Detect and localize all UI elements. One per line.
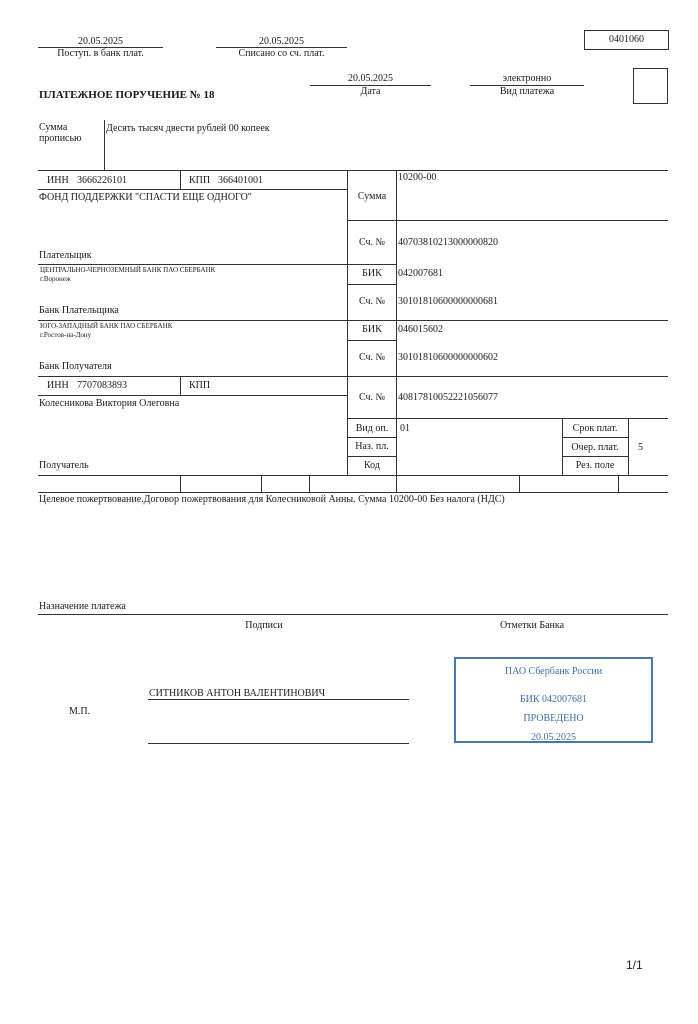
- signature-line-1: [148, 699, 409, 700]
- amount-words-label-2: прописью: [39, 133, 82, 144]
- sum-value: 10200-00: [398, 172, 437, 183]
- stamp-date: 20.05.2025: [531, 732, 576, 743]
- grid-v-payee-inn-kpp: [180, 376, 181, 395]
- amount-words-value: Десять тысяч двести рублей 00 копеек: [106, 123, 270, 134]
- payer-account-label: Сч. №: [358, 237, 386, 248]
- grid-h-sum-bottom: [347, 220, 668, 221]
- payee-bank-name: ЮГО-ЗАПАДНЫЙ БАНК ПАО СБЕРБАНК: [40, 322, 173, 330]
- grid-h-payer-bottom: [38, 264, 348, 265]
- grid-h-purpose-code: [347, 456, 397, 457]
- grid-v-inn-kpp: [180, 170, 181, 189]
- bank-marks-label: Отметки Банка: [499, 620, 565, 631]
- payer-bank-account: 30101810600000000681: [398, 296, 498, 307]
- order-date-label: Дата: [360, 86, 381, 97]
- debited-date: 20.05.2025: [259, 36, 304, 47]
- purpose-bottom-line: [38, 614, 668, 615]
- payee-bank-bik: 046015602: [398, 324, 443, 335]
- purpose-code-label: Наз. пл.: [355, 441, 389, 452]
- op-type: 01: [400, 423, 410, 434]
- reserve-label: Рез. поле: [575, 460, 615, 471]
- op-type-label: Вид оп.: [355, 423, 389, 434]
- priority-value: 5: [638, 442, 643, 453]
- stamp-bik: БИК 042007681: [519, 694, 588, 705]
- amount-words-divider: [104, 120, 105, 170]
- stamp-bank-name: ПАО Сбербанк России: [504, 666, 603, 677]
- grid-h-payee-bank-bottom: [38, 376, 668, 377]
- payee-label: Получатель: [39, 460, 89, 471]
- term-label: Срок плат.: [572, 423, 618, 434]
- payer-label: Плательщик: [39, 250, 92, 261]
- received-date: 20.05.2025: [78, 36, 123, 47]
- payment-type-label: Вид платежа: [499, 86, 555, 97]
- payee-account: 40817810052221056077: [398, 392, 498, 403]
- grid-h-payer-bank-bottom: [38, 320, 668, 321]
- signatures-label: Подписи: [245, 620, 283, 631]
- payer-kpp: 366401001: [218, 175, 263, 186]
- grid-h-op-type: [347, 437, 397, 438]
- purpose-label: Назначение платежа: [39, 601, 126, 612]
- payer-kpp-label: КПП: [189, 175, 211, 186]
- priority-label: Очер. плат.: [571, 442, 619, 453]
- grid-v-codes-far: [628, 418, 629, 475]
- amount-words-bottom-line: [38, 170, 668, 171]
- empty-square-box: [633, 68, 668, 104]
- page-indicator: 1/1: [626, 958, 643, 972]
- grid-h-payer-acct: [347, 264, 397, 265]
- payer-bank-city: г.Воронеж: [40, 275, 71, 283]
- signature-line-2: [148, 743, 409, 744]
- payee-name: Колесникова Виктория Олеговна: [39, 398, 180, 409]
- payer-bank-account-label: Сч. №: [358, 296, 386, 307]
- sum-label: Сумма: [357, 191, 387, 202]
- order-date: 20.05.2025: [348, 73, 393, 84]
- tax-cell-6: [618, 475, 619, 492]
- payer-bank-name: ЦЕНТРАЛЬНО-ЧЕРНОЗЕМНЫЙ БАНК ПАО СБЕРБАНК: [40, 266, 216, 274]
- document-title: ПЛАТЕЖНОЕ ПОРУЧЕНИЕ № 18: [39, 89, 215, 101]
- payer-bank-bik: 042007681: [398, 268, 443, 279]
- seal-label: М.П.: [69, 706, 91, 717]
- payer-name: ФОНД ПОДДЕРЖКИ "СПАСТИ ЕЩЕ ОДНОГО": [39, 192, 252, 203]
- grid-h-term: [562, 437, 628, 438]
- payee-bank-account: 30101810600000000602: [398, 352, 498, 363]
- tax-cell-2: [261, 475, 262, 492]
- grid-h-payee-inn: [38, 395, 348, 396]
- tax-row-bottom: [38, 492, 668, 493]
- payee-account-label: Сч. №: [358, 392, 386, 403]
- payer-inn-label: ИНН: [47, 175, 69, 186]
- amount-words-label-1: Сумма: [39, 122, 68, 133]
- payee-inn: 7707083893: [77, 380, 127, 391]
- payer-inn: 3666226101: [77, 175, 127, 186]
- received-label: Поступ. в банк плат.: [57, 48, 144, 59]
- payee-bank-label: Банк Получателя: [39, 361, 112, 372]
- payee-bank-city: г.Ростов-на-Дону: [40, 331, 92, 339]
- purpose-text: Целевое пожертвование.Договор пожертвования для Колесниковой Анны. Сумма 10200-00 Без налога (НДС): [39, 494, 505, 505]
- grid-h-payer-bank-bik: [347, 284, 397, 285]
- payee-inn-label: ИНН: [47, 380, 69, 391]
- payee-kpp-label: КПП: [189, 380, 211, 391]
- payee-bank-bik-label: БИК: [362, 324, 382, 335]
- tax-cell-5: [519, 475, 520, 492]
- tax-cell-1: [180, 475, 181, 492]
- bank-stamp: [454, 657, 653, 743]
- payer-bank-bik-label: БИК: [362, 268, 382, 279]
- payer-account: 40703810213000000820: [398, 237, 498, 248]
- grid-h-payee-acct-bottom: [347, 418, 668, 419]
- tax-cell-3: [309, 475, 310, 492]
- code-label: Код: [364, 460, 380, 471]
- stamp-status: ПРОВЕДЕНО: [523, 713, 584, 724]
- tax-cell-4: [396, 475, 397, 492]
- grid-h-payee-bottom: [38, 475, 668, 476]
- payer-bank-label: Банк Плательщика: [39, 305, 119, 316]
- debited-label: Списано со сч. плат.: [238, 48, 325, 59]
- signer-name: СИТНИКОВ АНТОН ВАЛЕНТИНОВИЧ: [149, 688, 326, 699]
- payment-type: электронно: [502, 73, 552, 84]
- grid-h-payee-bank-bik: [347, 340, 397, 341]
- payee-bank-account-label: Сч. №: [358, 352, 386, 363]
- grid-h-priority: [562, 456, 628, 457]
- form-code: 0401060: [609, 34, 644, 45]
- grid-h-inn: [38, 189, 348, 190]
